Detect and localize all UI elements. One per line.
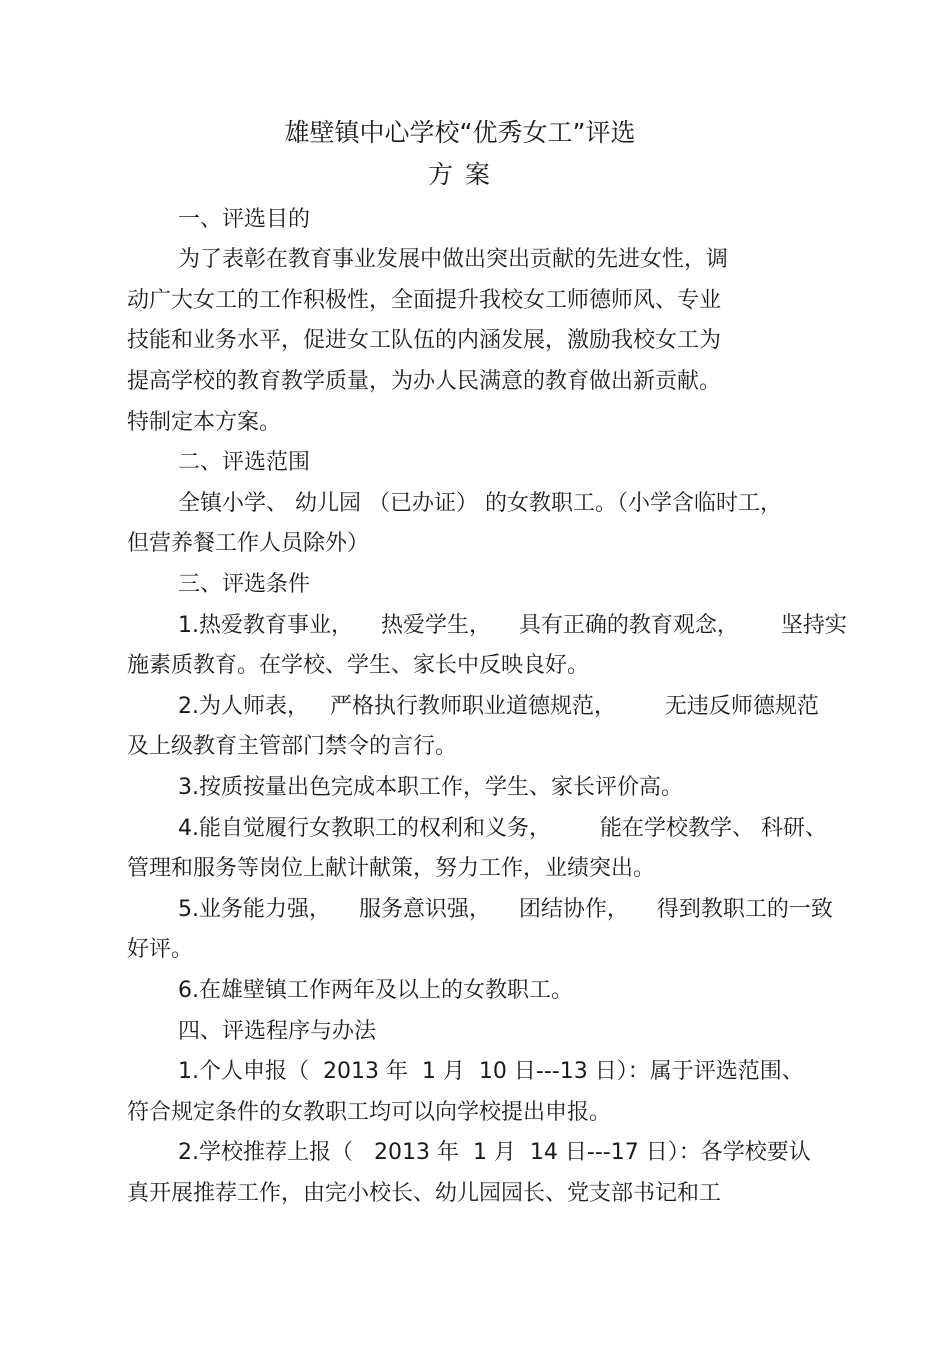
- body-line: 6.在雄壁镇工作两年及以上的女教职工。: [178, 978, 573, 1003]
- section-heading-scope: 二、评选范围: [178, 450, 311, 475]
- document-subtitle: 方 案: [428, 160, 492, 189]
- body-line: 4.能自觉履行女教职工的权利和义务， 能在学校教学、 科研、: [178, 816, 827, 841]
- body-line: 及上级教育主管部门禁令的言行。: [127, 734, 458, 759]
- body-line: 为了表彰在教育事业发展中做出突出贡献的先进女性，调: [178, 247, 729, 272]
- body-line: 真开展推荐工作，由完小校长、幼儿园园长、党支部书记和工: [127, 1181, 722, 1206]
- document-title: 雄壁镇中心学校“优秀女工”评选: [284, 118, 636, 147]
- body-line: 但营养餐工作人员除外）: [127, 531, 370, 556]
- body-line: 2.学校推荐上报（ 2013 年 1 月 14 日---17 日）：各学校要认: [178, 1140, 811, 1165]
- body-line: 2.为人师表， 严格执行教师职业道德规范， 无违反师德规范: [178, 694, 819, 719]
- section-heading-conditions: 三、评选条件: [178, 572, 311, 597]
- body-line: 全镇小学、 幼儿园 （已办证） 的女教职工。（小学含临时工，: [178, 491, 782, 516]
- body-line: 符合规定条件的女教职工均可以向学校提出申报。: [127, 1100, 612, 1125]
- section-heading-purpose: 一、评选目的: [178, 207, 311, 232]
- body-line: 5.业务能力强， 服务意识强， 团结协作， 得到教职工的一致: [178, 897, 833, 922]
- body-line: 技能和业务水平，促进女工队伍的内涵发展，激励我校女工为: [127, 328, 722, 353]
- body-line: 管理和服务等岗位上献计献策，努力工作，业绩突出。: [127, 856, 656, 881]
- body-line: 好评。: [127, 937, 194, 962]
- section-heading-procedure: 四、评选程序与办法: [178, 1019, 377, 1044]
- body-line: 施素质教育。在学校、学生、家长中反映良好。: [127, 653, 590, 678]
- body-line: 动广大女工的工作积极性，全面提升我校女工师德师风、专业: [127, 288, 722, 313]
- body-line: 1.个人申报（ 2013 年 1 月 10 日---13 日）：属于评选范围、: [178, 1059, 804, 1084]
- body-line: 特制定本方案。: [127, 410, 282, 435]
- body-line: 提高学校的教育教学质量，为办人民满意的教育做出新贡献。: [127, 369, 722, 394]
- body-line: 3.按质按量出色完成本职工作，学生、家长评价高。: [178, 775, 683, 800]
- body-line: 1.热爱教育事业， 热爱学生， 具有正确的教育观念， 坚持实: [178, 613, 847, 638]
